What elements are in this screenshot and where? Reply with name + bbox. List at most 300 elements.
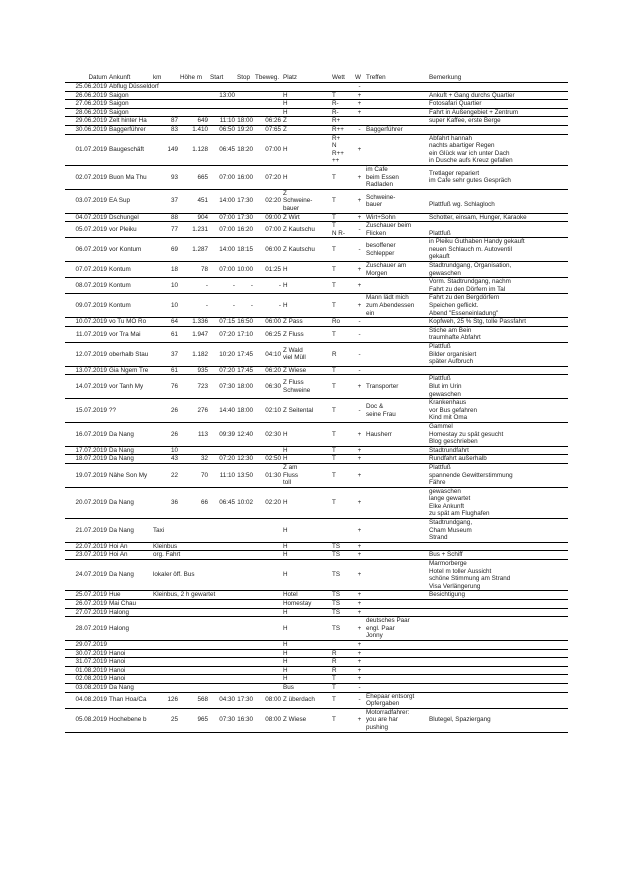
cell-line: Da Nang [109,683,134,691]
cell-line: T [332,716,336,724]
cell-km [152,278,179,294]
cell-km [152,125,179,134]
cell-wett [331,487,354,518]
cell-line: 26 [170,430,178,438]
cell-ankunft [108,446,152,455]
cell-km [152,294,179,318]
table-row [65,675,568,684]
cell-line: Abend "Esseneinladung" [429,309,499,317]
cell-line: T [332,213,336,221]
cell-line: 149 [167,145,178,153]
cell-bemerkung [428,399,568,423]
cell-w [354,542,365,551]
cell-line: + [357,173,362,181]
cell-line: 10:20 [219,350,235,358]
cell-start [209,640,236,649]
cell-line: Hanoi [109,658,126,666]
cell-line [366,667,427,675]
cell-km [152,617,179,641]
cell-line: 29.07.2019 [75,640,107,648]
cell-datum [65,238,108,262]
cell-hoehe [179,125,209,134]
cell-bemerkung [428,134,568,165]
cell-stop [236,318,254,327]
cell-km [152,91,179,100]
cell-start [209,649,236,658]
cell-line: Taxi [153,526,165,534]
cell-line: 17:10 [237,330,253,338]
cell-wett [331,446,354,455]
cell-line: Fotosafari Quartier [429,100,482,108]
cell-line: Jonny [366,632,383,640]
cell-ankunft [108,278,152,294]
table-body [65,83,568,733]
cell-line: + [357,213,362,221]
cell-line: H [283,173,288,181]
cell-wett [331,455,354,464]
cell-treffen [365,366,428,375]
cell-line: Stadtrundgang, Organisation, [429,262,512,270]
cell-line [180,92,208,100]
cell-stop [236,446,254,455]
cell-line: Da Nang [109,571,134,579]
cell-w [354,551,365,560]
header-treffen: Treffen [365,74,428,83]
cell-line [255,109,281,117]
table-row [65,375,568,399]
cell-line: H [283,302,288,310]
cell-wett [331,542,354,551]
cell-wett [331,165,354,189]
cell-ankunft [108,399,152,423]
cell-platz [282,487,331,518]
cell-line: 07:00 [219,213,235,221]
cell-tbeweg [254,600,282,609]
cell-line: H [283,446,288,454]
cell-tbeweg [254,455,282,464]
cell-line: + [357,608,362,616]
cell-line: Halong [109,608,129,616]
cell-tbeweg [254,692,282,708]
cell-line: 07:20 [219,455,235,463]
cell-line: H [283,265,288,273]
cell-ankunft [108,455,152,464]
cell-stop [236,294,254,318]
cell-datum [65,91,108,100]
cell-line: + [357,302,362,310]
cell-wett [331,551,354,560]
cell-hoehe [179,455,209,464]
cell-datum [65,617,108,641]
cell-line: engl. Paar [366,624,395,632]
cell-wett [331,117,354,126]
cell-ankunft [108,692,152,708]
cell-line: gewaschen [429,269,461,277]
cell-line: 18:00 [237,117,253,125]
cell-line: 04.07.2019 [75,213,107,221]
cell-wett [331,213,354,222]
cell-line [366,499,427,507]
cell-line [366,571,427,579]
cell-ankunft [108,83,159,92]
cell-line [237,658,253,666]
cell-ankunft [108,560,152,591]
cell-treffen [365,165,428,189]
cell-line: 07:00 [219,225,235,233]
cell-treffen [365,675,428,684]
cell-line [210,109,235,117]
cell-km [152,683,179,692]
cell-hoehe [179,446,209,455]
cell-line: + [357,571,362,579]
cell-w [354,708,365,732]
cell-wett [331,91,354,100]
cell-hoehe [179,83,209,92]
cell-line: lange gewartet [429,495,471,503]
cell-line: R+ [332,134,341,142]
cell-treffen [365,617,428,641]
cell-line: 03.07.2019 [75,197,107,205]
cell-hoehe [179,640,209,649]
cell-platz [282,165,331,189]
cell-wett [331,294,354,318]
cell-w [354,608,365,617]
cell-wett [331,318,354,327]
cell-treffen [365,117,428,126]
cell-line: TS [332,571,341,579]
cell-datum [65,463,108,487]
cell-tbeweg [254,675,282,684]
cell-bemerkung [428,83,568,92]
cell-datum [65,446,108,455]
cell-datum [65,591,108,600]
cell-bemerkung [428,666,568,675]
header-datum: Datum [65,74,108,83]
cell-platz [282,222,331,238]
cell-start [209,343,236,367]
cell-line: + [357,145,362,153]
cell-wett [331,375,354,399]
cell-line [366,92,427,100]
cell-line: Kontum [109,282,131,290]
cell-ankunft [108,91,152,100]
cell-line [255,83,281,91]
cell-platz [282,366,331,375]
cell-hoehe [179,343,209,367]
cell-wett [331,366,354,375]
cell-line: + [357,91,362,99]
cell-datum [65,675,108,684]
cell-treffen [365,222,428,238]
cell-treffen [365,189,428,213]
cell-line [109,641,151,649]
cell-line: vor Bus gefahren [429,406,477,414]
cell-datum [65,318,108,327]
cell-line [366,591,427,599]
cell-line: 07:20 [219,366,235,374]
cell-start [209,213,236,222]
cell-line [153,100,178,108]
cell-line: 665 [197,173,208,181]
cell-hoehe [179,487,209,518]
cell-line [210,650,235,658]
cell-line: 07:00 [265,225,281,233]
cell-line [237,650,253,658]
table-row [65,125,568,134]
cell-wett [331,343,354,367]
cell-wett [331,519,354,543]
cell-platz [282,455,331,464]
cell-bemerkung [428,519,568,543]
cell-wett [331,692,354,708]
cell-line: 06:45 [219,499,235,507]
cell-line: 06:45 [219,145,235,153]
cell-stop [236,375,254,399]
cell-hoehe [179,238,209,262]
cell-line: T [332,675,336,683]
cell-datum [65,692,108,708]
cell-treffen [365,213,428,222]
cell-bemerkung [428,487,568,518]
cell-tbeweg [254,213,282,222]
cell-line: 69 [170,245,178,253]
cell-line: 935 [197,366,208,374]
cell-ankunft [108,100,152,109]
cell-platz [282,375,331,399]
cell-line: Saigon [109,100,129,108]
cell-line: H [283,499,288,507]
cell-line: + [357,471,362,479]
cell-line: Krankenhaus [429,399,467,407]
cell-datum [65,343,108,367]
cell-platz [282,100,331,109]
cell-line: Kleinbus, 2 h gewartet [153,591,216,599]
cell-line: + [357,624,362,632]
cell-line: H [283,430,288,438]
cell-platz [282,617,331,641]
cell-bemerkung [428,692,568,708]
cell-hoehe [179,165,209,189]
cell-w [354,213,365,222]
cell-line: 06:25 [265,330,281,338]
cell-line: 30.07.2019 [75,649,107,657]
cell-line: + [357,658,362,666]
cell-line: T [332,382,336,390]
cell-datum [65,640,108,649]
cell-platz [282,560,331,591]
cell-ankunft [108,519,152,543]
cell-start [209,422,236,446]
cell-line: nachts abartiger Regen [429,142,495,150]
cell-line: N [332,142,337,150]
cell-line: 87 [170,117,178,125]
cell-line [255,658,281,666]
cell-line: viel Müll [283,354,306,362]
cell-hoehe [179,675,209,684]
cell-hoehe [179,399,209,423]
cell-start [209,165,236,189]
table-row [65,708,568,732]
cell-stop [236,600,254,609]
table-row [65,692,568,708]
table-row [65,666,568,675]
cell-wett [331,675,354,684]
cell-line: Hausherr [366,430,392,438]
cell-line: 14:40 [219,406,235,414]
cell-stop [236,463,254,487]
cell-ankunft [108,463,152,487]
cell-line: Da Nang [109,455,134,463]
cell-line [255,100,281,108]
cell-line [255,675,281,683]
cell-line: Bilder organisiert [429,350,477,358]
cell-tbeweg [254,487,282,518]
cell-stop [236,262,254,278]
cell-line: Opfergaben [366,700,400,708]
cell-tbeweg [254,108,282,117]
cell-line: 24.07.2019 [75,571,107,579]
cell-line [210,100,235,108]
cell-line: 01:30 [265,471,281,479]
cell-platz [282,399,331,423]
cell-line [366,684,427,692]
cell-line [255,92,281,100]
cell-datum [65,683,108,692]
cell-line: Blutegel, Spaziergang [429,716,491,724]
cell-hoehe [179,463,209,487]
cell-line [366,600,427,608]
cell-bemerkung [428,262,568,278]
cell-km [152,542,282,551]
cell-line [429,609,567,617]
cell-start [209,608,236,617]
cell-line: Hotel m toller Aussicht [429,567,492,575]
cell-datum [65,658,108,667]
cell-hoehe [179,278,209,294]
cell-line: T [332,91,336,99]
cell-line: Z Kautschu [283,245,315,253]
cell-km [152,640,179,649]
cell-line: 64 [170,318,178,326]
cell-line: 16:30 [237,716,253,724]
cell-wett [331,463,354,487]
cell-line: Speichen geflickt. [429,302,479,310]
cell-start [209,134,236,165]
cell-km [152,519,282,543]
cell-line: 06.07.2019 [75,245,107,253]
cell-line [429,543,567,551]
cell-line: 1.947 [192,330,208,338]
cell-line [210,667,235,675]
cell-hoehe [179,708,209,732]
cell-datum [65,422,108,446]
cell-bemerkung [428,446,568,455]
cell-line: Da Nang [109,446,134,454]
cell-treffen [365,318,428,327]
cell-ankunft [108,134,152,165]
cell-ankunft [108,708,152,732]
cell-bemerkung [428,125,568,134]
cell-line [355,117,364,125]
cell-line [237,625,253,633]
cell-line: Besichtigung [429,591,466,599]
table-row [65,617,568,641]
table-row [65,649,568,658]
cell-line: Bus [283,683,294,691]
cell-line: Fluss [283,471,299,479]
cell-line: TS [332,608,341,616]
cell-line: Baggerführer [366,125,403,133]
cell-treffen [365,708,428,732]
cell-w [354,422,365,446]
cell-line: - [278,282,281,290]
cell-line: 07.07.2019 [75,265,107,273]
cell-line [210,658,235,666]
cell-line: Z Wald [283,346,303,354]
table-row [65,422,568,446]
cell-bemerkung [428,551,568,560]
cell-wett [331,608,354,617]
cell-line: bauer [366,201,383,209]
cell-line [180,658,208,666]
cell-tbeweg [254,294,282,318]
cell-line: 19:20 [237,125,253,133]
cell-line [210,600,235,608]
cell-bemerkung [428,108,568,117]
cell-bemerkung [428,542,568,551]
cell-tbeweg [254,463,282,487]
cell-start [209,294,236,318]
cell-line: 10 [170,446,178,454]
cell-line [429,667,567,675]
cell-km [152,487,179,518]
cell-line: 18:00 [237,406,253,414]
cell-line: - [358,225,361,233]
cell-bemerkung [428,455,568,464]
cell-line: + [357,675,362,683]
cell-line: 06:20 [265,366,281,374]
table-row [65,134,568,165]
cell-hoehe [179,326,209,342]
cell-line: Z überdach [283,696,315,704]
cell-start [209,83,236,92]
cell-line: 17:30 [237,213,253,221]
cell-line: 37 [170,197,178,205]
cell-km [152,318,179,327]
cell-km [152,262,179,278]
cell-km [152,675,179,684]
cell-hoehe [179,213,209,222]
table-row [65,542,568,551]
cell-line: Z Kautschu [283,225,315,233]
cell-platz [282,591,331,600]
cell-w [354,326,365,342]
cell-line: - [358,318,361,326]
cell-line: im Cafe [366,165,388,173]
cell-platz [282,189,331,213]
cell-hoehe [179,100,209,109]
cell-line [237,675,253,683]
cell-line: 28.07.2019 [75,624,107,632]
cell-line: T [332,282,336,290]
cell-stop [236,617,254,641]
cell-start [209,600,236,609]
cell-datum [65,542,108,551]
cell-line: T [332,406,336,414]
cell-line: 113 [197,430,208,438]
cell-tbeweg [254,666,282,675]
cell-line: 02:30 [265,430,281,438]
